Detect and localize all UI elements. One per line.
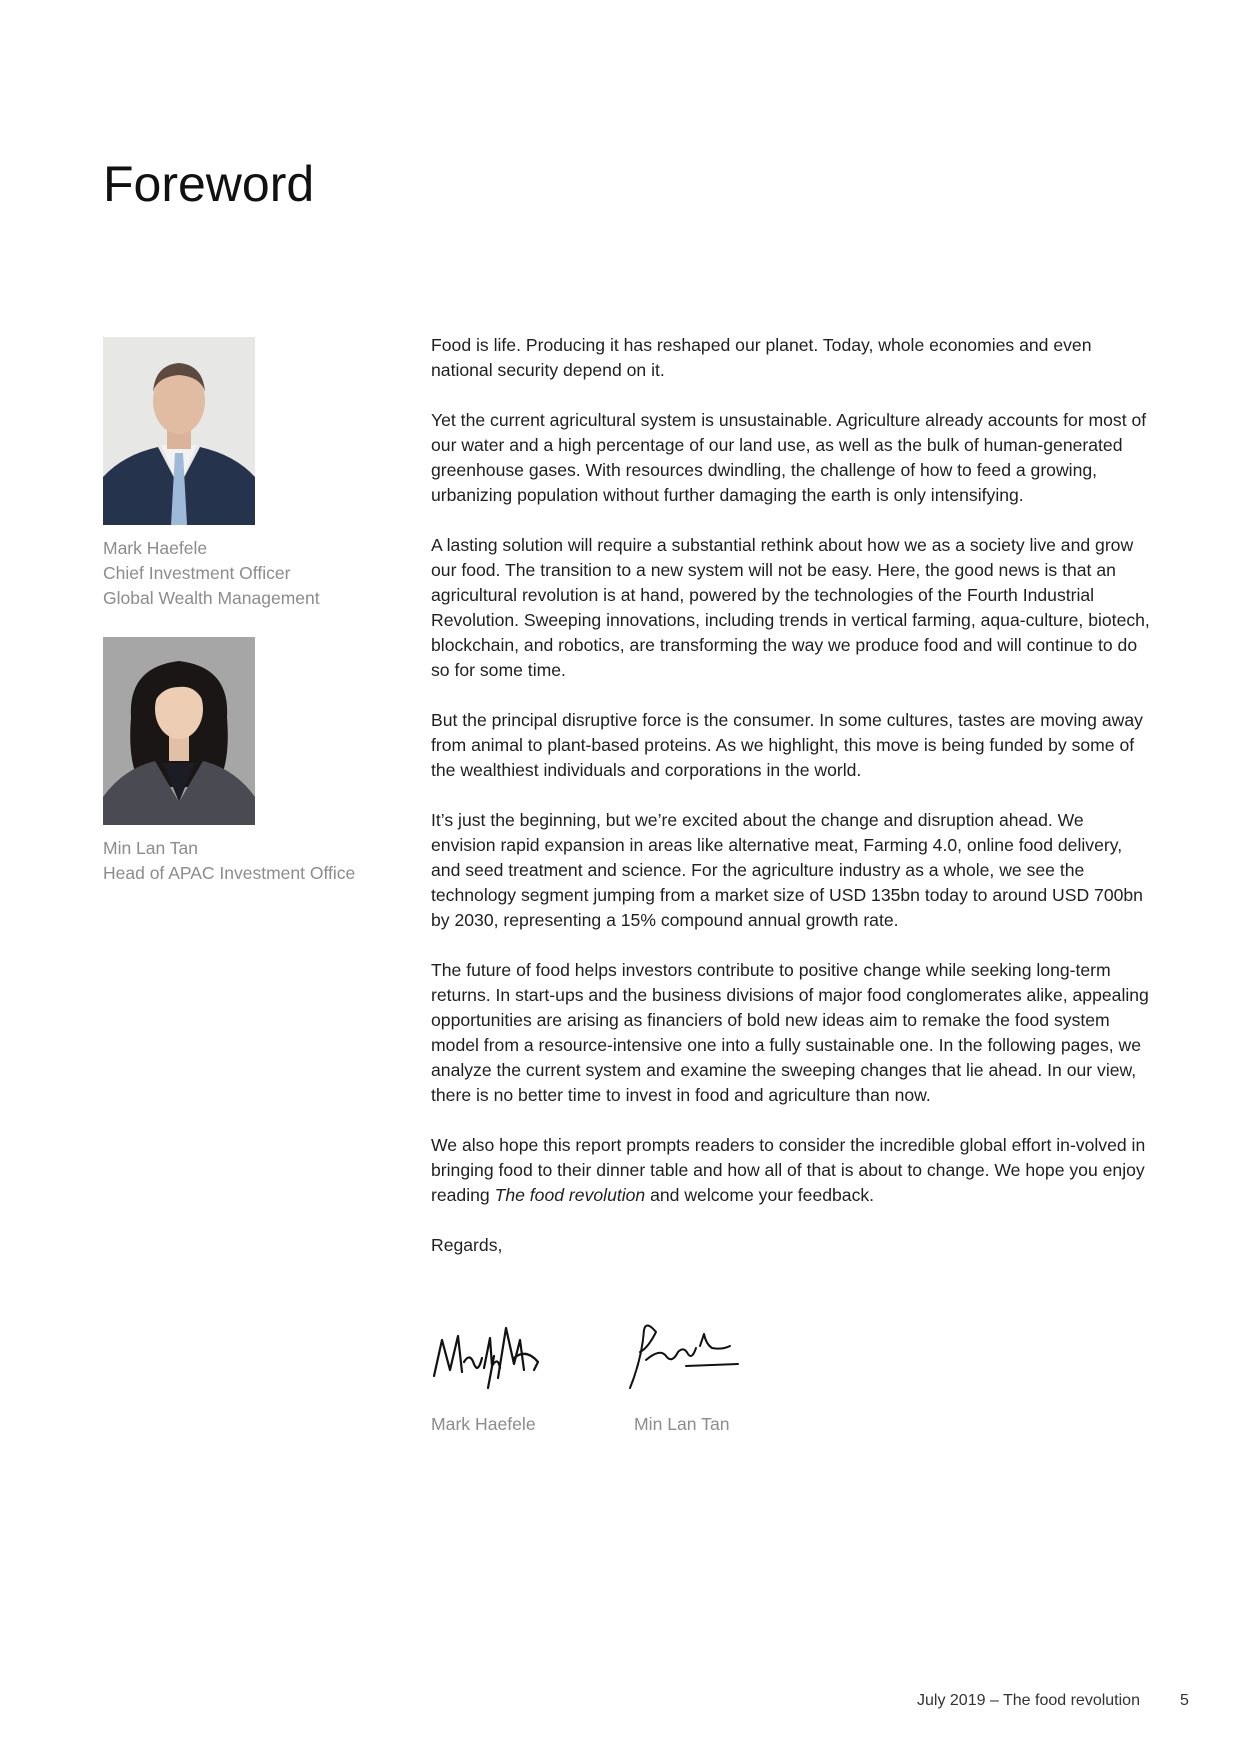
footer-text: July 2019 – The food revolution bbox=[917, 1692, 1140, 1709]
signer-name-left: Mark Haefele bbox=[431, 1414, 536, 1434]
author-name: Mark Haefele bbox=[103, 538, 208, 558]
author-caption-1 bbox=[103, 536, 403, 611]
paragraph-text: and welcome your feedback. bbox=[645, 1185, 875, 1205]
portrait-mark-haefele bbox=[103, 337, 255, 525]
author-role: Chief Investment Officer bbox=[103, 563, 291, 583]
paragraph: Food is life. Producing it has reshaped our planet. Today, whole economies and even national security depend on it. bbox=[431, 335, 1092, 380]
author-dept: Global Wealth Management bbox=[103, 588, 320, 608]
paragraph bbox=[431, 1133, 1151, 1208]
page-title: Foreword bbox=[103, 156, 315, 212]
closing-regards: Regards, bbox=[431, 1235, 503, 1255]
paragraph: It’s just the beginning, but we’re excited about the change and disruption ahead. We envision rapid expansion in areas like alternative meat, Farming 4.0, online food delivery, and seed treatment and science. For the agriculture industry as a whole, we see the technology segment jumping from a market size of USD 135bn today to around USD 700bn by 2030, representing a 15% compound annual growth rate. bbox=[431, 810, 1143, 930]
author-role: Head of APAC Investment Office bbox=[103, 863, 356, 883]
report-title-italic: The food revolution bbox=[494, 1185, 646, 1205]
portrait-min-lan-tan bbox=[103, 637, 255, 825]
paragraph: The future of food helps investors contribute to positive change while seeking long-term returns. In start-ups and the business divisions of major food conglomerates alike, appealing opportunities are arising as financiers of bold new ideas aim to remake the food system model from a resource-intensive one into a fully sustainable one. In the following pages, we analyze the current system and examine the sweeping changes that lie ahead. In our view, there is no better time to invest in food and agriculture than now. bbox=[431, 960, 1149, 1105]
signature-min-lan-tan bbox=[626, 1318, 746, 1398]
signature-mark-haefele bbox=[428, 1318, 548, 1398]
paragraph: A lasting solution will require a substantial rethink about how we as a society live and grow our food. The transition to a new system will not be easy. Here, the good news is that an agricultural revolution is at hand, powered by the technologies of the Fourth Industrial Revolution. Sweeping innovations, including trends in vertical farming, aqua-culture, biotech, blockchain, and robotics, are transforming the way we produce food and will continue to do so for some time. bbox=[431, 535, 1150, 680]
paragraph-text: We also hope this report prompts readers to consider the incredible global effort in-volved in bringing food to their dinner table and how all of that is about to change. We hope you enjoy reading bbox=[431, 1135, 1146, 1205]
author-name: Min Lan Tan bbox=[103, 838, 199, 858]
page-number: 5 bbox=[1180, 1692, 1189, 1709]
signer-name-right: Min Lan Tan bbox=[634, 1414, 730, 1434]
paragraph: Yet the current agricultural system is unsustainable. Agriculture already accounts for most of our water and a high percentage of our land use, as well as the bulk of human-generated greenhouse gases. With resources dwindling, the challenge of how to feed a growing, urbanizing population without further damaging the earth is only intensifying. bbox=[431, 410, 1147, 505]
foreword-body bbox=[431, 333, 1151, 1283]
author-caption-2 bbox=[103, 836, 403, 886]
paragraph: But the principal disruptive force is the consumer. In some cultures, tastes are moving away from animal to plant-based proteins. As we highlight, this move is being funded by some of the wealthiest individuals and corporations in the world. bbox=[431, 710, 1143, 780]
